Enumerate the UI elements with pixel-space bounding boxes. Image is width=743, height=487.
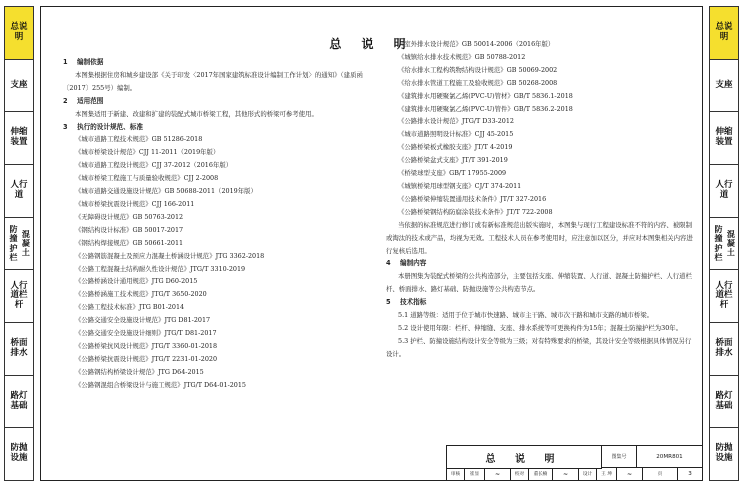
- section-heading: [63, 121, 363, 134]
- section-heading: [63, 56, 363, 69]
- standard-item: 《给水排水工程构筑物结构设计规范》GB 50069-2002: [398, 65, 558, 74]
- right-tab-bearing[interactable]: 支座: [709, 60, 739, 113]
- review-label: 审核: [447, 468, 465, 480]
- section-heading: [386, 296, 694, 309]
- revision-note: 当依据的标准规范进行修订或有新标准规范出版实施时，本图集与现行工程建设标准不符的内容、被限制或淘汰的技术或产品，均视为无效。工程技术人员在参考使用时，应注意加以区分，并应对本图集相关内容进行复核后选用。: [386, 220, 693, 255]
- tech-item: 5.1 道路等级：适用于位于城市快速路、城市主干路、城市次干路和城市支路的城市桥梁。: [398, 311, 654, 320]
- standard-item: 《公路工程技术标准》JTG B01-2014: [75, 303, 185, 312]
- section-heading: [63, 95, 363, 108]
- standard-item: 《给水排水管道工程施工及验收规范》GB 50268-2008: [398, 78, 558, 87]
- standard-item: 《公路桥梁抗震设计规范》JTG/T 2231-01-2020: [75, 354, 218, 363]
- checker-name: 董长楠: [529, 468, 553, 480]
- left-tab-railing[interactable]: 人行道栏杆: [4, 270, 34, 323]
- section-title: 编制依据: [77, 58, 104, 66]
- standard-item: 《钢结构设计标准》GB 50017-2017: [75, 225, 184, 234]
- standard-item: 《公路桥涵施工技术规范》JTG/T 3650-2020: [75, 290, 207, 299]
- reviewer-signature: ~: [485, 468, 511, 480]
- checker-signature: ~: [553, 468, 579, 480]
- standard-item: 《城市道路照明设计标准》CJJ 45-2015: [398, 130, 514, 139]
- left-text-column: [63, 56, 363, 392]
- tech-item: 5.3 护栏、防撞设施结构设计安全等级为三级；对有特殊要求的桥梁，其设计安全等级根据具体情况另行设计。: [386, 336, 692, 358]
- standard-item: 《公路交通安全设施设计细则》JTG/T D81-2017: [75, 329, 217, 338]
- title-block-title: 总 说 明: [447, 446, 602, 469]
- section-number: 3: [63, 122, 68, 131]
- section-number: 5: [386, 298, 391, 307]
- standard-item: 《无障碍设计规范》GB 50763-2012: [75, 212, 184, 221]
- page-number: 3: [688, 471, 692, 477]
- standard-item: 《公路桥梁钢结构防腐涂装技术条件》JT/T 722-2008: [398, 207, 553, 216]
- standard-item: 《公路桥梁板式橡胶支座》JT/T 4-2019: [398, 143, 513, 152]
- standard-item: 《建筑排水用硬聚氯乙烯(PVC-U)管件》GB/T 5836.2-2018: [398, 104, 573, 113]
- section-number: 1: [63, 58, 68, 66]
- standard-item: 《公路桥梁盆式支座》JT/T 391-2019: [398, 156, 508, 165]
- standard-item: 《公路桥梁伸缩装置通用技术条件》JT/T 327-2016: [398, 194, 547, 203]
- left-tab-sidewalk[interactable]: 人行道: [4, 165, 34, 218]
- section-number: 4: [386, 259, 391, 268]
- right-tab-general-notes[interactable]: 总说明: [709, 6, 739, 60]
- standard-item: 《公路工程混凝土结构耐久性设计规范》JTG/T 3310-2019: [75, 264, 246, 273]
- standard-item: 《城市道路工程设计规范》CJJ 37-2012（2016年版）: [75, 161, 233, 170]
- standard-item: 《公路钢筋混凝土及预应力混凝土桥涵设计规范》JTG 3362-2018: [75, 251, 265, 260]
- tab-label-concrete: 混凝土: [21, 229, 30, 258]
- standard-item: 《城市桥梁设计规范》CJJ 11-2011（2019年版）: [75, 148, 220, 157]
- check-label: 校对: [511, 468, 529, 480]
- left-tab-crash-barrier[interactable]: [4, 218, 34, 271]
- left-tab-deck-drainage[interactable]: 桥面排水: [4, 323, 34, 376]
- right-tab-deck-drainage[interactable]: 桥面排水: [709, 323, 739, 376]
- left-tab-anti-throw[interactable]: 防抛设施: [4, 428, 34, 481]
- right-tab-column: [709, 6, 739, 481]
- left-tab-expansion-joint[interactable]: 伸缩装置: [4, 112, 34, 165]
- section-title: 技术指标: [400, 298, 427, 307]
- standard-item: 《城市桥梁抗震设计规范》CJJ 166-2011: [75, 199, 195, 208]
- atlas-number: 20MR801: [637, 446, 702, 468]
- tech-item: 5.2 设计使用年限：栏杆、伸缩缝、支座、排水系统等可更换构件为15年；混凝土防撞护栏为30年。: [398, 323, 683, 332]
- standard-item: 《城市道路工程技术规范》GB 51286-2018: [75, 135, 203, 144]
- standard-item: 《公路排水设计规范》JTG/T D33-2012: [398, 117, 514, 126]
- left-tab-column: [4, 6, 34, 481]
- drawing-sheet: [40, 6, 703, 481]
- section-title: 适用范围: [77, 96, 104, 105]
- standard-item: 《城镇给水排水技术规范》GB 50788-2012: [398, 52, 526, 61]
- atlas-number-label: 图集号: [602, 446, 637, 468]
- standard-item: 《公路钢混组合桥梁设计与施工规范》JTG/T D64-01-2015: [75, 380, 246, 389]
- section-paragraph: 本图集适用于新建、改建和扩建的装配式城市桥梁工程，其他形式的桥梁可参考使用。: [75, 109, 318, 118]
- designer-signature: ~: [617, 468, 643, 480]
- right-tab-lamp-foundation[interactable]: 路灯基础: [709, 376, 739, 429]
- standard-item: 《室外排水设计规范》GB 50014-2006（2016年版）: [398, 40, 555, 48]
- left-tab-lamp-foundation[interactable]: 路灯基础: [4, 376, 34, 429]
- standards-list-left: [63, 133, 363, 391]
- right-tab-railing[interactable]: 人行道栏杆: [709, 270, 739, 323]
- standard-item: 《建筑排水用硬聚氯乙烯(PVC-U)管材》GB/T 5836.1-2018: [398, 91, 573, 100]
- section-paragraph: 本册图集为装配式桥梁的公共构造部分，主要包括支座、伸缩装置、人行道、混凝土防撞护栏、人行道栏杆、桥面排水、路灯基础、防抛设施等公共构造节点。: [386, 272, 692, 294]
- right-tab-crash-barrier[interactable]: [709, 218, 739, 271]
- standard-item: 《公路桥涵设计通用规范》JTG D60-2015: [75, 277, 198, 286]
- standard-item: 《桥梁球型支座》GB/T 17955-2009: [398, 169, 507, 178]
- left-tab-general-notes[interactable]: 总说明: [4, 6, 34, 60]
- standard-item: 《公路交通安全设施设计规范》JTG D81-2017: [75, 316, 211, 325]
- page-title: 总 说 明: [329, 37, 414, 51]
- reviewer-name: 崔显: [465, 468, 485, 480]
- standard-item: 《城镇桥梁用球型钢支座》CJ/T 374-2011: [398, 181, 522, 190]
- standards-list-right: [386, 38, 694, 219]
- standard-item: 《城市道路交通设施设计规范》GB 50688-2011（2019年版）: [75, 187, 257, 196]
- standard-item: 《公路钢结构桥梁设计规范》JTG D64-2015: [75, 367, 204, 376]
- tab-label-concrete: 混凝土: [726, 229, 735, 258]
- standard-item: 《钢结构焊接规范》GB 50661-2011: [75, 238, 184, 247]
- tab-label-crash-barrier: 防撞护栏: [714, 225, 723, 262]
- right-tab-sidewalk[interactable]: 人行道: [709, 165, 739, 218]
- tab-label-crash-barrier: 防撞护栏: [9, 225, 18, 262]
- signature-row: [447, 468, 702, 480]
- title-block: [446, 445, 702, 480]
- right-text-column: [386, 38, 694, 361]
- left-tab-bearing[interactable]: 支座: [4, 60, 34, 113]
- right-tab-expansion-joint[interactable]: 伸缩装置: [709, 112, 739, 165]
- right-tab-anti-throw[interactable]: 防抛设施: [709, 428, 739, 481]
- section-heading: [386, 257, 694, 270]
- design-label: 设计: [579, 468, 597, 480]
- section-paragraph: 本图集根据住房和城乡建设部《关于印发〈2017年国家建筑标准设计编制工作计划〉的通知》（建质函〔2017〕255号）编制。: [63, 70, 363, 92]
- standard-item: 《公路桥梁抗风设计规范》JTG/T 3360-01-2018: [75, 341, 218, 350]
- section-title: 编制内容: [400, 259, 427, 268]
- standard-item: 《城市桥梁工程施工与质量验收规范》CJJ 2-2008: [75, 174, 219, 183]
- section-title: 执行的设计规范、标准: [77, 122, 143, 131]
- section-number: 2: [63, 96, 68, 105]
- page-label: 页: [643, 468, 678, 480]
- designer-name: 王 坤: [597, 468, 617, 480]
